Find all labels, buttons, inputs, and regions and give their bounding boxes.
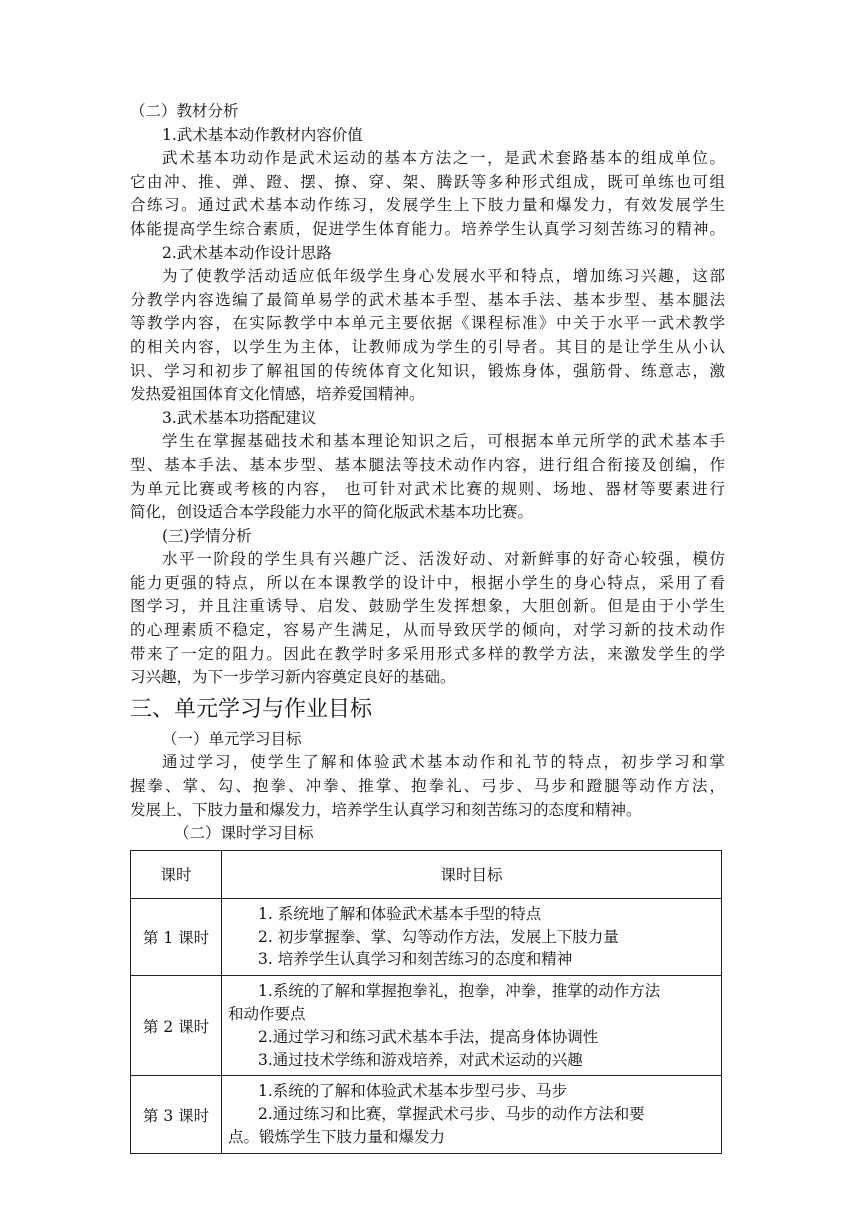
document-body xyxy=(130,100,725,1154)
paragraph-line: 发展上、下肢力量和爆发力，培养学生认真学习和刻苦练习的态度和精神。 xyxy=(130,800,642,819)
paragraph-line: 为了使教学活动适应低年级学生身心发展水平和特点，增加练习兴趣，这部 xyxy=(162,267,725,286)
paragraph-line: 的相关内容，以学生为主体，让教师成为学生的引导者。其目的是让学生从小认 xyxy=(130,337,725,356)
paragraph-line: 通过学习，使学生了解和体验武术基本动作和礼节的特点，初步学习和掌 xyxy=(162,753,725,772)
lesson-goals-table xyxy=(130,850,722,1154)
paragraph-line: 合练习。通过武术基本动作练习，发展学生上下肢力量和爆发力，有效发展学生 xyxy=(130,196,725,215)
paragraph-line: 等教学内容，在实际教学中本单元主要依据《课程标准》中关于水平一武术教学 xyxy=(130,314,725,333)
paragraph-line: 体能提高学生综合素质，促进学生体育能力。培养学生认真学习刻苦练习的精神。 xyxy=(130,219,725,238)
goal-line: 1.系统的了解和体验武术基本步型弓步、马步 xyxy=(258,1082,568,1101)
section-heading-textbook-analysis: （二）教材分析 xyxy=(130,102,239,120)
section-heading-learner-analysis: (三)学情分析 xyxy=(162,526,252,545)
goal-line: 3. 培养学生认真学习和刻苦练习的态度和精神 xyxy=(258,950,573,969)
paragraph-line: 的心理素质不稳定，容易产生满足，从而导致厌学的倾向，对学习新的技术动作 xyxy=(130,621,725,640)
paragraph-line: 识、学习和初步了解祖国的传统体育文化知识，锻炼身体，强筋骨、练意志，激 xyxy=(130,361,725,380)
paragraph-line: 武术基本功动作是武术运动的基本方法之一，是武术套路基本的组成单位。 xyxy=(162,149,725,168)
paragraph-line: 型、基本手法、基本步型、基本腿法等技术动作内容，进行组合衔接及创编，作 xyxy=(130,455,725,474)
subheading-design-idea: 2.武术基本动作设计思路 xyxy=(162,243,332,262)
lesson-cell: 第 2 课时 xyxy=(131,976,222,1076)
goal-line: 1.系统的了解和掌握抱拳礼，抱拳，冲拳，推掌的动作方法 xyxy=(258,982,661,1001)
paragraph-line: 为单元比赛或考核的内容， 也可针对武术比赛的规则、场地、器材等要素进行 xyxy=(130,479,725,498)
goal-line: 点。锻炼学生下肢力量和爆发力 xyxy=(228,1127,446,1146)
table-row xyxy=(131,898,722,975)
paragraph-line: 发热爱祖国体育文化情感，培养爱国精神。 xyxy=(130,385,425,404)
paragraph-line: 图学习，并且注重诱导、启发、鼓励学生发挥想象，大胆创新。但是由于小学生 xyxy=(130,597,725,616)
subheading-lesson-goals: （二）课时学习目标 xyxy=(174,824,314,843)
lesson-cell: 第 3 课时 xyxy=(131,1076,222,1153)
table-header-cell: 课时 xyxy=(131,850,222,898)
paragraph-line: 带来了一定的阻力。因此在教学时多采用形式多样的教学方法，来激发学生的学 xyxy=(130,644,725,663)
paragraph-line: 握拳、掌、勾、抱拳、冲拳、推掌、抱拳礼、弓步、马步和蹬腿等动作方法， xyxy=(130,777,725,796)
goals-cell xyxy=(222,898,722,975)
goals-cell xyxy=(222,976,722,1076)
table-row xyxy=(131,976,722,1076)
paragraph-line: 水平一阶段的学生具有兴趣广泛、活泼好动、对新鲜事的好奇心较强，模仿 xyxy=(162,550,725,569)
goal-line: 1. 系统地了解和体验武术基本手型的特点 xyxy=(258,904,542,923)
paragraph-line: 习兴趣，为下一步学习新内容奠定良好的基础。 xyxy=(130,668,456,687)
goals-cell xyxy=(222,1076,722,1153)
subheading-content-value: 1.武术基本动作教材内容价值 xyxy=(162,125,363,144)
goal-line: 2.通过学习和练习武术基本手法，提高身体协调性 xyxy=(258,1027,599,1046)
goal-line: 2. 初步掌握拳、掌、勾等动作方法，发展上下肢力量 xyxy=(258,927,619,946)
goal-line: 2.通过练习和比赛，掌握武术弓步、马步的动作方法和要 xyxy=(258,1105,645,1124)
paragraph-line: 分教学内容选编了最简单易学的武术基本手型、基本手法、基本步型、基本腿法 xyxy=(130,290,725,309)
goal-line: 3.通过技术学练和游戏培养，对武术运动的兴趣 xyxy=(258,1050,583,1069)
subheading-combination-advice: 3.武术基本功搭配建议 xyxy=(162,408,317,427)
lesson-cell: 第 1 课时 xyxy=(131,898,222,975)
table-header-row xyxy=(131,850,722,898)
table-row xyxy=(131,1076,722,1153)
table-header-cell: 课时目标 xyxy=(222,850,722,898)
paragraph-line: 能力更强的特点，所以在本课教学的设计中，根据小学生的身心特点，采用了看 xyxy=(130,573,725,592)
section-title-unit-goals: 三、单元学习与作业目标 xyxy=(130,696,373,722)
paragraph-line: 学生在掌握基础技术和基本理论知识之后，可根据本单元所学的武术基本手 xyxy=(162,432,725,451)
paragraph-line: 它由冲、推、弹、蹬、摆、撩、穿、架、腾跃等多种形式组成，既可单练也可组 xyxy=(130,172,725,191)
subheading-unit-goals: （一）单元学习目标 xyxy=(162,729,302,748)
paragraph-line: 简化，创设适合本学段能力水平的简化版武术基本功比赛。 xyxy=(130,503,534,522)
goal-line: 和动作要点 xyxy=(228,1005,306,1023)
